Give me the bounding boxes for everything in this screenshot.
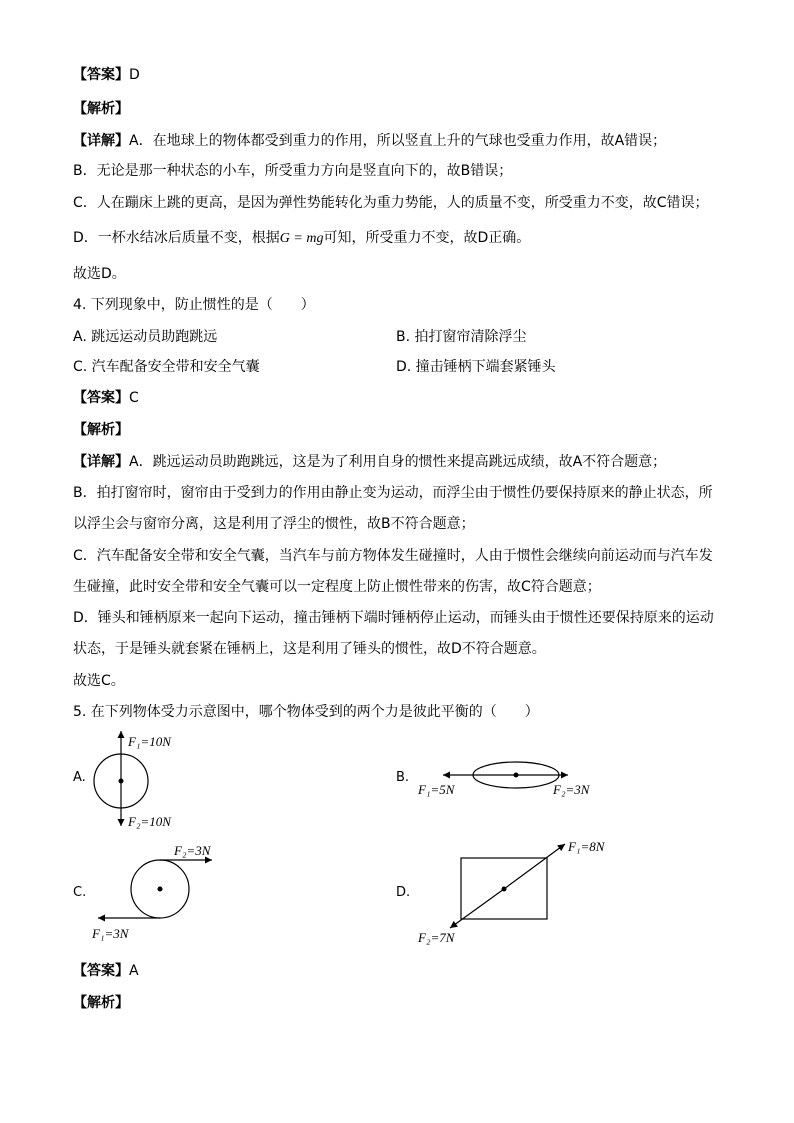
- q4-analysis-tag: [73, 420, 129, 440]
- formula: G = mg: [279, 231, 324, 246]
- detail-text: A．跳远运动员助跑跳远，这是为了利用自身的惯性来提高跳远成绩，故A不符合题意；: [129, 454, 667, 470]
- force-f2-label: F₂=3N: [174, 843, 211, 858]
- fig-d-label: D.: [396, 885, 411, 900]
- q4-detail-c1: C．汽车配备安全带和安全气囊，当汽车与前方物体发生碰撞时，人由于惯性会继续向前运动而与汽车发: [73, 548, 713, 564]
- force-f2-label: F₂=3N: [553, 782, 590, 797]
- analysis-tag: 【解析】: [73, 995, 129, 1011]
- force-f1-label: F₁=3N: [92, 926, 129, 941]
- fig-d-diagram: [410, 836, 620, 951]
- detail-text: D．一杯水结冰后质量不变，根据: [73, 230, 280, 246]
- q5-answer-line: [73, 961, 139, 981]
- force-arrow-down-left: [450, 889, 504, 928]
- force-f1-label: F₁=5N: [418, 782, 455, 797]
- q4-detail-d2: 状态，于是锤头就套紧在锤柄上，这是利用了锤头的惯性，故D不符合题意。: [73, 641, 546, 657]
- analysis-tag: 【解析】: [73, 101, 129, 117]
- fig-b-label: B.: [396, 770, 410, 785]
- force-f1-label: F₁=10N: [128, 734, 171, 749]
- detail-text: 可知，所受重力不变，故D正确。: [323, 230, 531, 246]
- q3-conclusion: 故选D。: [73, 266, 126, 282]
- answer-tag: 【答案】: [73, 67, 129, 83]
- q4-option-d: D. 撞击锤柄下端套紧锤头: [396, 359, 556, 375]
- q4-detail-c2: 生碰撞，此时安全带和安全气囊可以一定程度上防止惯性带来的伤害，故C符合题意；: [73, 579, 601, 595]
- fig-c-label: C.: [73, 885, 87, 900]
- q4-stem: 4. 下列现象中，防止惯性的是（ ）: [73, 297, 315, 313]
- q4-option-b: B. 拍打窗帘清除浮尘: [396, 329, 527, 345]
- force-f2-label: F₂=10N: [128, 814, 171, 829]
- q3-detail-a: [73, 131, 666, 151]
- q3-answer-line: [73, 65, 140, 85]
- fig-a-diagram: [88, 726, 188, 830]
- q4-detail-a: [73, 452, 666, 472]
- q3-analysis-tag: [73, 99, 129, 119]
- detail-text: A．在地球上的物体都受到重力的作用，所以竖直上升的气球也受重力作用，故A错误；: [129, 133, 667, 149]
- analysis-tag: 【解析】: [73, 422, 129, 438]
- q4-conclusion: 故选C。: [73, 673, 125, 689]
- q3-detail-c: C．人在蹦床上跳的更高，是因为弹性势能转化为重力势能，人的质量不变，所受重力不变，故C错误；: [73, 195, 709, 211]
- q4-detail-b2: 以浮尘会与窗帘分离，这是利用了浮尘的惯性，故B不符合题意；: [73, 516, 475, 532]
- force-f2-label: F₂=7N: [418, 930, 455, 945]
- fig-c-diagram: [88, 840, 228, 945]
- q4-option-a: A. 跳远运动员助跑跳远: [73, 329, 218, 345]
- force-f1-label: F₁=8N: [568, 839, 605, 854]
- answer-value: C: [129, 390, 139, 406]
- fig-a-label: A.: [73, 770, 86, 785]
- fig-b-diagram: [410, 756, 610, 801]
- q4-detail-d1: D．锤头和锤柄原来一起向下运动，撞击锤柄下端时锤柄停止运动，而锤头由于惯性还要保持原来的运动: [73, 610, 714, 626]
- q4-answer-line: [73, 388, 139, 408]
- center-dot: [158, 887, 163, 892]
- q5-stem: 5. 在下列物体受力示意图中，哪个物体受到的两个力是彼此平衡的（ ）: [73, 704, 539, 720]
- q5-analysis-tag: [73, 993, 129, 1013]
- q3-detail-d: [73, 228, 530, 249]
- answer-value: D: [129, 67, 140, 83]
- answer-tag: 【答案】: [73, 963, 129, 979]
- force-arrow-up-right: [504, 844, 565, 889]
- answer-value: A: [129, 963, 139, 979]
- q4-detail-b1: B．拍打窗帘时，窗帘由于受到力的作用由静止变为运动，而浮尘由于惯性仍要保持原来的静止状态，所: [73, 485, 713, 501]
- detail-tag: 【详解】: [73, 454, 129, 470]
- detail-tag: 【详解】: [73, 133, 129, 149]
- q4-option-c: C. 汽车配备安全带和安全气囊: [73, 359, 260, 375]
- answer-tag: 【答案】: [73, 390, 129, 406]
- q3-detail-b: B．无论是那一种状态的小车，所受重力方向是竖直向下的，故B错误；: [73, 163, 513, 179]
